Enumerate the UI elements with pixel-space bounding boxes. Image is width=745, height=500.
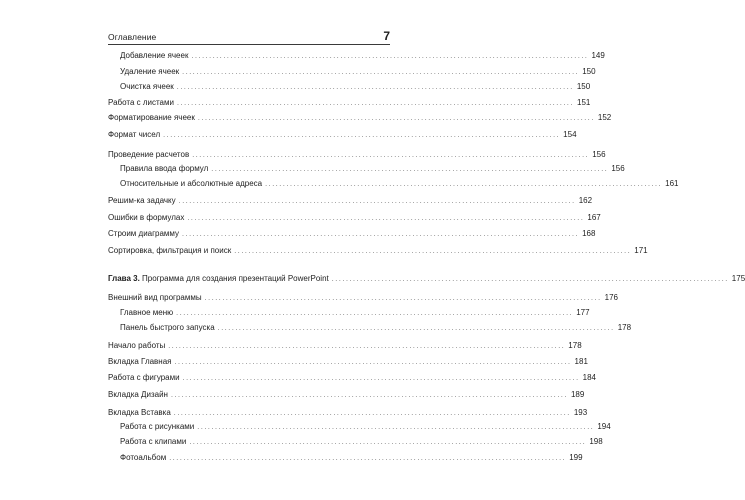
toc-leader-dots: ................................................................................................................ [211,166,609,173]
toc-entry-label: Главное меню [120,308,174,317]
toc-entry-label: Работа с рисунками [120,422,195,431]
toc-entry-page: 171 [634,246,648,255]
toc-leader-dots: ................................................................................................................ [204,295,602,302]
toc-entry [108,195,593,207]
toc-entry-page: 193 [573,408,588,417]
toc-entry-label: Правила ввода формул [120,164,209,173]
toc-entry-label: Работа с фигурами [108,373,180,382]
toc-entry [120,421,611,433]
toc-leader-dots: ................................................................................................................ [163,132,561,139]
toc-entry-page: 149 [591,51,605,60]
toc-entry-label: Ошибки в формулах [108,213,185,222]
toc-leader-dots: ................................................................................................................ [182,231,580,238]
toc-leader-dots: ................................................................................................................ [173,410,571,417]
toc-entry-page: 151 [577,98,591,107]
toc-entry-page: 162 [578,196,593,205]
toc-entry-page: 194 [597,422,611,431]
toc-entry-page: 161 [665,179,679,188]
toc-entry [120,163,625,175]
header-rule [108,44,390,45]
toc-leader-dots: ................................................................................................................ [178,198,576,205]
running-header [108,30,390,44]
toc-entry-label: Добавление ячеек [120,51,189,60]
toc-entry-label: Очистка ячеек [120,82,174,91]
toc-entry-page: 198 [589,437,603,446]
header-title: Оглавление [108,32,157,42]
toc-entry-page: 176 [604,293,618,302]
toc-leader-dots: ................................................................................................................ [176,84,574,91]
toc-leader-dots: ................................................................................................................ [217,325,615,332]
toc-entry-label: Панель быстрого запуска [120,323,215,332]
toc-entry [120,452,583,464]
toc-leader-dots: ................................................................................................................ [197,115,595,122]
toc-entry [120,50,605,62]
toc-leader-dots: ................................................................................................................ [168,343,566,350]
toc-entry [108,212,601,224]
toc-entry-label: Начало работы [108,341,166,350]
toc-entry [108,245,648,257]
toc-entry-label: Вкладка Вставка [108,408,171,417]
toc-entry [108,228,596,240]
toc-entry [108,340,582,352]
toc-leader-dots: ................................................................................................................ [234,248,632,255]
toc-entry-page: 189 [570,390,585,399]
toc-entry [108,356,588,368]
toc-entry-page: 184 [582,373,596,382]
toc-entry-page: 178 [568,341,582,350]
toc-entry-label: Работа с клипами [120,437,187,446]
toc-leader-dots: ................................................................................................................ [182,375,580,382]
toc-entry-page: 168 [582,229,596,238]
toc-entry-page: 156 [592,150,606,159]
toc-entry-page: 181 [574,357,588,366]
toc-entry-page: 150 [582,67,596,76]
toc-entry [108,389,585,401]
toc-leader-dots: ................................................................................................................ [176,310,574,317]
toc-entry-label: Формат чисел [108,130,161,139]
toc-entry-label: Относительные и абсолютные адреса [120,179,263,188]
toc-leader-dots: ................................................................................................................ [187,215,585,222]
toc-entry-page: 177 [576,308,590,317]
chapter-number: Глава 3. [108,274,140,283]
toc-entry-page: 150 [576,82,591,91]
toc-entry-label [108,273,329,285]
toc-entry-page: 199 [569,453,583,462]
toc-leader-dots: ................................................................................................................ [265,181,663,188]
toc-entry-label: Проведение расчетов [108,150,190,159]
toc-leader-dots: ................................................................................................................ [331,276,729,283]
toc-entry-page: 152 [597,113,612,122]
toc-entry-page: 175 [731,274,745,283]
toc-entry [108,129,577,141]
toc-leader-dots: ................................................................................................................ [189,439,587,446]
toc-entry [108,97,591,109]
toc-leader-dots: ................................................................................................................ [170,392,568,399]
toc-entry [108,149,606,161]
toc-leader-dots: ................................................................................................................ [197,424,595,431]
toc-entry [108,407,588,419]
toc-entry-page: 154 [563,130,577,139]
toc-entry-label: Внешний вид программы [108,293,202,302]
toc-entry-page: 156 [611,164,625,173]
toc-entry-label: Вкладка Главная [108,357,172,366]
toc-entry-page: 167 [587,213,601,222]
toc-leader-dots: ................................................................................................................ [192,152,590,159]
toc-entry [120,436,603,448]
toc-entry-label: Удаление ячеек [120,67,180,76]
chapter-title: Программа для создания презентаций PowerPoint [139,274,329,283]
toc-leader-dots: ................................................................................................................ [174,359,572,366]
toc-entry-label: Вкладка Дизайн [108,390,168,399]
toc-chapter-entry [108,273,745,285]
toc-leader-dots: ................................................................................................................ [169,455,567,462]
toc-entry [120,81,591,93]
toc-leader-dots: ................................................................................................................ [191,53,589,60]
toc-entry [120,322,632,334]
toc-entry-label: Строим диаграмму [108,229,180,238]
toc-entry [108,112,612,124]
toc-entry [108,292,618,304]
toc-entry-label: Сортировка, фильтрация и поиск [108,246,232,255]
toc-entry-label: Форматирование ячеек [108,113,195,122]
toc-entry [120,307,590,319]
toc-entry-label: Фотоальбом [120,453,167,462]
toc-entry-label: Решим-ка задачку [108,196,176,205]
toc-entry [120,66,596,78]
toc-leader-dots: ................................................................................................................ [182,69,580,76]
toc-entry-page: 178 [617,323,632,332]
toc-leader-dots: ................................................................................................................ [176,100,575,107]
toc-entry-label: Работа с листами [108,98,174,107]
header-page-number: 7 [383,29,390,43]
toc-entry [108,372,596,384]
toc-entry [120,178,679,190]
